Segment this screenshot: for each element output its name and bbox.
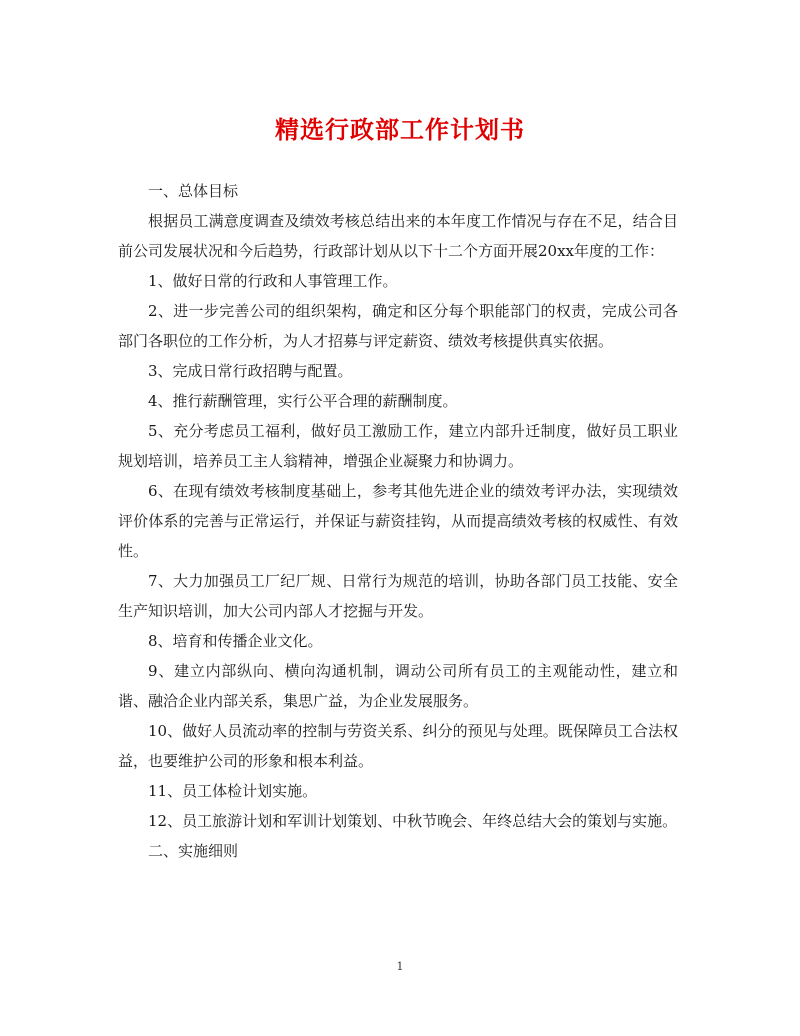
paragraph-item-6: 6、在现有绩效考核制度基础上，参考其他先进企业的绩效考评办法，实现绩效评价体系的完善与正常运行，并保证与薪资挂钩，从而提高绩效考核的权威性、有效性。	[118, 482, 678, 560]
paragraph-item-10: 10、做好人员流动率的控制与劳资关系、纠分的预见与处理。既保障员工合法权益，也要维护公司的形象和根本利益。	[118, 722, 678, 770]
paragraph-item-2: 2、进一步完善公司的组织架构，确定和区分每个职能部门的权责，完成公司各部门各职位的工作分析，为人才招募与评定薪资、绩效考核提供真实依据。	[118, 302, 678, 350]
paragraph-item-1: 1、做好日常的行政和人事管理工作。	[148, 272, 398, 290]
paragraph-item-4: 4、推行薪酬管理，实行公平合理的薪酬制度。	[148, 392, 458, 410]
paragraph-intro: 根据员工满意度调查及绩效考核总结出来的本年度工作情况与存在不足，结合目前公司发展状况和今后趋势，行政部计划从以下十二个方面开展20xx年度的工作：	[118, 212, 678, 260]
paragraph-item-11: 11、员工体检计划实施。	[148, 782, 318, 800]
paragraph-item-7: 7、大力加强员工厂纪厂规、日常行为规范的培训，协助各部门员工技能、安全生产知识培训，加大公司内部人才挖掘与开发。	[118, 572, 678, 620]
paragraph-item-9: 9、建立内部纵向、横向沟通机制，调动公司所有员工的主观能动性，建立和谐、融洽企业内部关系，集思广益，为企业发展服务。	[118, 662, 678, 710]
paragraph-item-12: 12、员工旅游计划和军训计划策划、中秋节晚会、年终总结大会的策划与实施。	[148, 812, 678, 830]
paragraph-heading-1: 一、总体目标	[148, 182, 239, 200]
page-number: 1	[396, 960, 404, 973]
document-title: 精选行政部工作计划书	[275, 116, 525, 144]
paragraph-item-5: 5、充分考虑员工福利，做好员工激励工作，建立内部升迁制度，做好员工职业规划培训，培养员工主人翁精神，增强企业凝聚力和协调力。	[118, 422, 678, 470]
paragraph-heading-2: 二、实施细则	[148, 842, 239, 860]
document-body	[118, 176, 678, 866]
paragraph-item-8: 8、培育和传播企业文化。	[148, 632, 323, 650]
paragraph-item-3: 3、完成日常行政招聘与配置。	[148, 362, 353, 380]
